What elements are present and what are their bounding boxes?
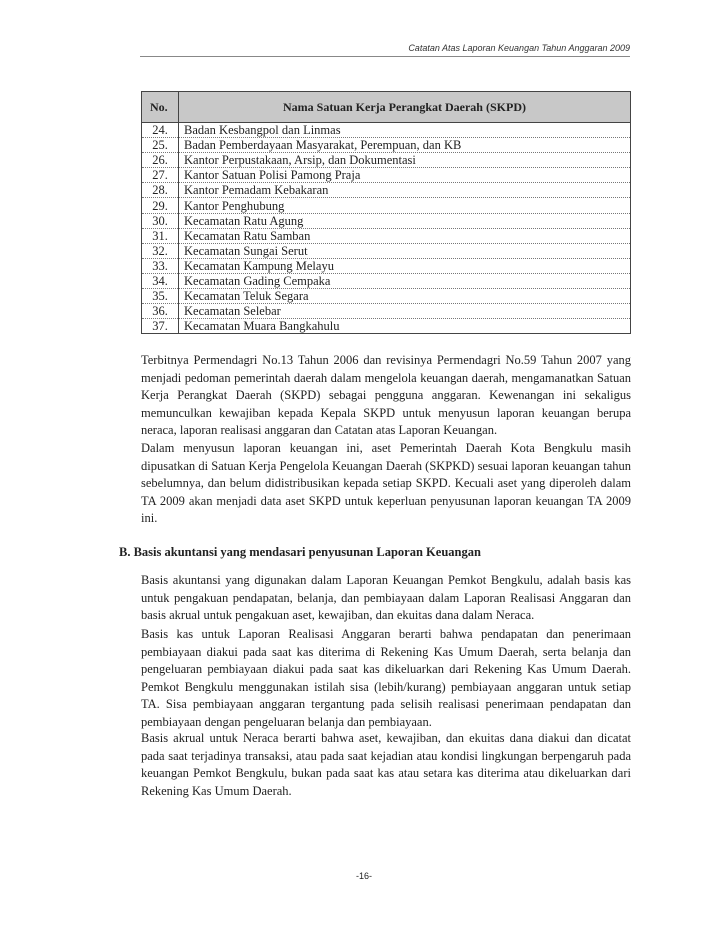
row-name: Badan Pemberdayaan Masyarakat, Perempuan, dan KB (179, 138, 631, 153)
row-name: Kecamatan Kampung Melayu (179, 258, 631, 273)
table-row (142, 123, 631, 138)
row-name: Kecamatan Teluk Segara (179, 289, 631, 304)
table-row (142, 319, 631, 334)
table-row (142, 243, 631, 258)
row-number: 24. (142, 123, 179, 138)
section-heading-b: B. Basis akuntansi yang mendasari penyusunan Laporan Keuangan (119, 545, 481, 559)
table-row (142, 138, 631, 153)
row-name: Kecamatan Ratu Samban (179, 228, 631, 243)
table-header-row (142, 92, 631, 123)
row-number: 27. (142, 168, 179, 183)
table-row (142, 304, 631, 319)
row-number: 36. (142, 304, 179, 319)
row-name: Kecamatan Sungai Serut (179, 243, 631, 258)
row-number: 29. (142, 198, 179, 213)
column-header-name: Nama Satuan Kerja Perangkat Daerah (SKPD) (179, 92, 631, 123)
table-row (142, 198, 631, 213)
row-name: Kecamatan Ratu Agung (179, 213, 631, 228)
row-name: Kecamatan Muara Bangkahulu (179, 319, 631, 334)
table-row (142, 168, 631, 183)
row-number: 25. (142, 138, 179, 153)
paragraph-basis-kas: Basis kas untuk Laporan Realisasi Anggaran berarti bahwa pendapatan dan penerimaan pembiayaan diakui pada saat kas diterima di Rekening Kas Umum Daerah, serta belanja dan pengeluaran pembiayaan diakui pada saat kas dikeluarkan dari Rekening Kas Umum Daerah. Pemkot Bengkulu menggunakan istilah sisa (lebih/kurang) pembiayaan anggaran untuk setiap TA. Sisa pembiayaan anggaran tergantung pada selisih realisasi penerimaan pendapatan dan pembiayaan dengan pengeluaran belanja dan pembiayaan. (141, 627, 631, 729)
row-name: Kecamatan Selebar (179, 304, 631, 319)
row-number: 37. (142, 319, 179, 334)
skpd-table (141, 91, 631, 334)
row-number: 26. (142, 153, 179, 168)
row-name: Badan Kesbangpol dan Linmas (179, 123, 631, 138)
row-number: 31. (142, 228, 179, 243)
page-header: Catatan Atas Laporan Keuangan Tahun Anggaran 2009 (140, 43, 630, 57)
row-number: 28. (142, 183, 179, 198)
row-number: 32. (142, 243, 179, 258)
row-number: 30. (142, 213, 179, 228)
paragraph-aset: Dalam menyusun laporan keuangan ini, aset Pemerintah Daerah Kota Bengkulu masih dipusatkan di Satuan Kerja Pengelola Keuangan Daerah (SKPKD) sesuai laporan keuangan tahun sebelumnya, dan belum didistribusikan kepada setiap SKPD. Kecuali aset yang diperoleh dalam TA 2009 akan menjadi data aset SKPD untuk keperluan penyusunan laporan keuangan TA 2009 ini. (141, 441, 631, 525)
table-row (142, 228, 631, 243)
row-number: 34. (142, 273, 179, 288)
table-row (142, 258, 631, 273)
row-number: 35. (142, 289, 179, 304)
paragraph-permendagri: Terbitnya Permendagri No.13 Tahun 2006 dan revisinya Permendagri No.59 Tahun 2007 yang menjadi pedoman pemerintah daerah dalam mengelola keuangan daerah, mengamanatkan Satuan Kerja Perangkat Daerah (SKPD) sebagai pengguna anggaran. Kewenangan ini sekaligus memunculkan kewajiban kepada Kepala SKPD untuk menyusun laporan keuangan berupa neraca, laporan realisasi anggaran dan Catatan atas Laporan Keuangan. (141, 353, 631, 437)
row-name: Kantor Penghubung (179, 198, 631, 213)
column-header-no: No. (142, 92, 179, 123)
table-row (142, 183, 631, 198)
row-name: Kantor Pemadam Kebakaran (179, 183, 631, 198)
table-row (142, 213, 631, 228)
paragraph-basis-akrual: Basis akrual untuk Neraca berarti bahwa aset, kewajiban, dan ekuitas dana diakui dan dicatat pada saat terjadinya transaksi, atau pada saat kejadian atau kondisi lingkungan berpengaruh pada keuangan Pemkot Bengkulu, bukan pada saat kas atau setara kas diterima atau dikeluarkan dari Rekening Kas Umum Daerah. (141, 731, 631, 798)
row-name: Kantor Perpustakaan, Arsip, dan Dokumentasi (179, 153, 631, 168)
page-number: -16- (355, 871, 372, 881)
paragraph-basis-akuntansi: Basis akuntansi yang digunakan dalam Laporan Keuangan Pemkot Bengkulu, adalah basis kas untuk pengakuan pendapatan, belanja, dan pembiayaan dalam Laporan Realisasi Anggaran dan basis akrual untuk pengakuan aset, kewajiban, dan ekuitas dana dalam Neraca. (141, 573, 631, 622)
table-row (142, 273, 631, 288)
table-row (142, 289, 631, 304)
table-row (142, 153, 631, 168)
row-name: Kantor Satuan Polisi Pamong Praja (179, 168, 631, 183)
row-name: Kecamatan Gading Cempaka (179, 273, 631, 288)
row-number: 33. (142, 258, 179, 273)
